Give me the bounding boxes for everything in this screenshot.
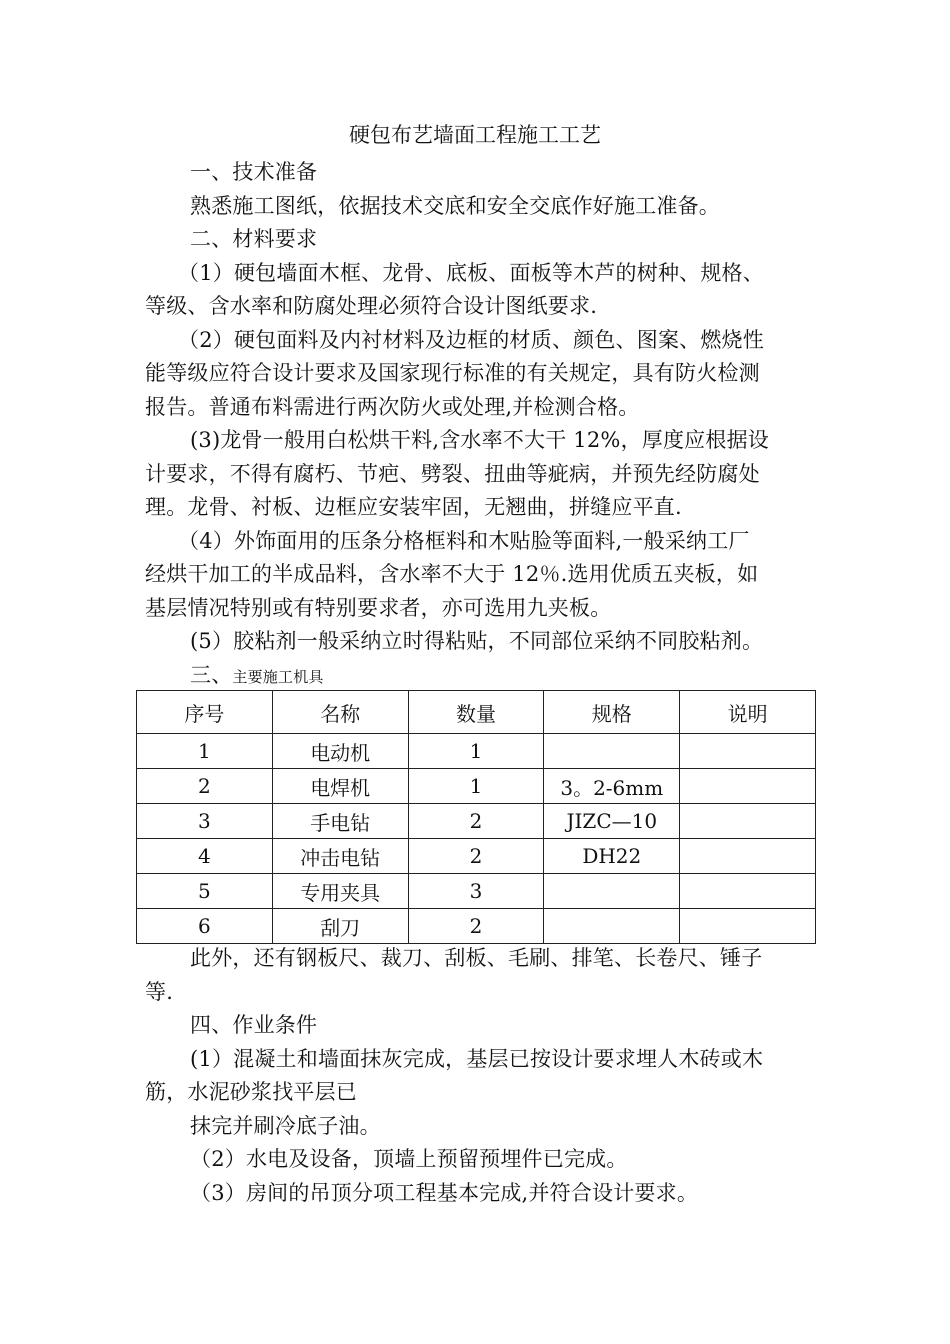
cell-notes — [680, 874, 816, 909]
cell-index: 6 — [137, 909, 273, 944]
condition-item-2: （2）水电及设备，顶墙上预留预埋件已完成。 — [190, 1147, 628, 1171]
material-item-1-line-2: 等级、含水率和防腐处理必须符合设计图纸要求. — [145, 294, 598, 318]
section-3-heading — [190, 658, 324, 694]
cell-spec: JIZC—10 — [544, 804, 680, 839]
table-row — [137, 804, 816, 839]
cell-notes — [680, 839, 816, 874]
header-index: 序号 — [137, 691, 273, 734]
material-item-2-line-1: （2）硬包面料及内衬材料及边框的材质、颜色、图案、燃烧性 — [178, 328, 764, 352]
material-item-1-line-1: （1）硬包墙面木框、龙骨、底板、面板等木芦的树种、规格、 — [178, 261, 764, 285]
header-quantity: 数量 — [408, 691, 544, 734]
condition-item-1-line-1: (1）混凝土和墙面抹灰完成，基层已按设计要求埋人木砖或木 — [190, 1047, 764, 1071]
cell-quantity: 2 — [408, 909, 544, 944]
material-item-3-line-1: (3)龙骨一般用白松烘干料,含水率不大干 12%，厚度应根据设 — [190, 428, 769, 452]
condition-item-3: （3）房间的吊顶分项工程基本完成,并符合设计要求。 — [190, 1181, 699, 1205]
condition-item-1-line-2: 筋，水泥砂浆找平层已 — [145, 1080, 357, 1104]
material-item-3-line-3: 理。龙骨、衬板、边框应安装牢固，无翘曲，拼缝应平直. — [145, 495, 682, 519]
section-2-heading: 二、材料要求 — [190, 227, 318, 251]
cell-index: 4 — [137, 839, 273, 874]
cell-spec — [544, 874, 680, 909]
section-1-text: 熟悉施工图纸，依据技术交底和安全交底作好施工准备。 — [190, 194, 720, 218]
cell-name: 刮刀 — [272, 909, 408, 944]
material-item-2-line-2: 能等级应符合设计要求及国家现行标准的有关规定，具有防火检测 — [145, 361, 760, 385]
cell-notes — [680, 769, 816, 804]
cell-notes — [680, 909, 816, 944]
tools-extra-line-1: 此外，还有钢板尺、裁刀、刮板、毛刷、排笔、长卷尺、锤子 — [190, 946, 763, 970]
cell-notes — [680, 734, 816, 769]
cell-quantity: 2 — [408, 839, 544, 874]
cell-name: 冲击电钻 — [272, 839, 408, 874]
header-notes: 说明 — [680, 691, 816, 734]
cell-index: 2 — [137, 769, 273, 804]
document-title: 硬包布艺墙面工程施工工艺 — [349, 123, 601, 147]
table-row — [137, 874, 816, 909]
cell-quantity: 1 — [408, 769, 544, 804]
cell-spec — [544, 909, 680, 944]
material-item-2-line-3: 报告。普通布料需进行两次防火或处理,并检测合格。 — [145, 395, 640, 419]
header-name: 名称 — [272, 691, 408, 734]
cell-quantity: 3 — [408, 874, 544, 909]
cell-quantity: 2 — [408, 804, 544, 839]
material-item-4-line-3: 基层情况特别或有特别要求者，亦可选用九夹板。 — [145, 596, 612, 620]
table-row — [137, 769, 816, 804]
cell-index: 3 — [137, 804, 273, 839]
cell-name: 电动机 — [272, 734, 408, 769]
cell-name: 手电钻 — [272, 804, 408, 839]
condition-item-1-line-3: 抹完并刷冷底子油。 — [190, 1114, 381, 1138]
material-item-5: (5）胶粘剂一般采纳立时得粘贴，不同部位采纳不同胶粘剂。 — [190, 629, 764, 653]
cell-quantity: 1 — [408, 734, 544, 769]
cell-name: 专用夹具 — [272, 874, 408, 909]
tools-table — [136, 690, 816, 944]
cell-notes — [680, 804, 816, 839]
section-4-heading: 四、作业条件 — [190, 1013, 318, 1037]
section-3-heading-text: 主要施工机具 — [232, 668, 324, 686]
cell-spec: DH22 — [544, 839, 680, 874]
table-row — [137, 734, 816, 769]
material-item-3-line-2: 计要求，不得有腐朽、节疤、劈裂、扭曲等疵病，并预先经防腐处 — [145, 462, 760, 486]
section-1-heading: 一、技术准备 — [190, 160, 318, 184]
cell-index: 1 — [137, 734, 273, 769]
section-3-heading-prefix: 三、 — [190, 663, 233, 687]
header-spec: 规格 — [544, 691, 680, 734]
material-item-4-line-2: 经烘干加工的半成品料，含水率不大于 12％.选用优质五夹板，如 — [145, 562, 759, 586]
table-row — [137, 839, 816, 874]
cell-spec: 3。2-6mm — [544, 769, 680, 804]
table-row — [137, 909, 816, 944]
table-header-row — [137, 691, 816, 734]
tools-extra-line-2: 等. — [145, 980, 174, 1004]
material-item-4-line-1: （4）外饰面用的压条分格框料和木贴脸等面料,一般采纳工厂 — [178, 529, 750, 553]
cell-index: 5 — [137, 874, 273, 909]
cell-name: 电焊机 — [272, 769, 408, 804]
cell-spec — [544, 734, 680, 769]
